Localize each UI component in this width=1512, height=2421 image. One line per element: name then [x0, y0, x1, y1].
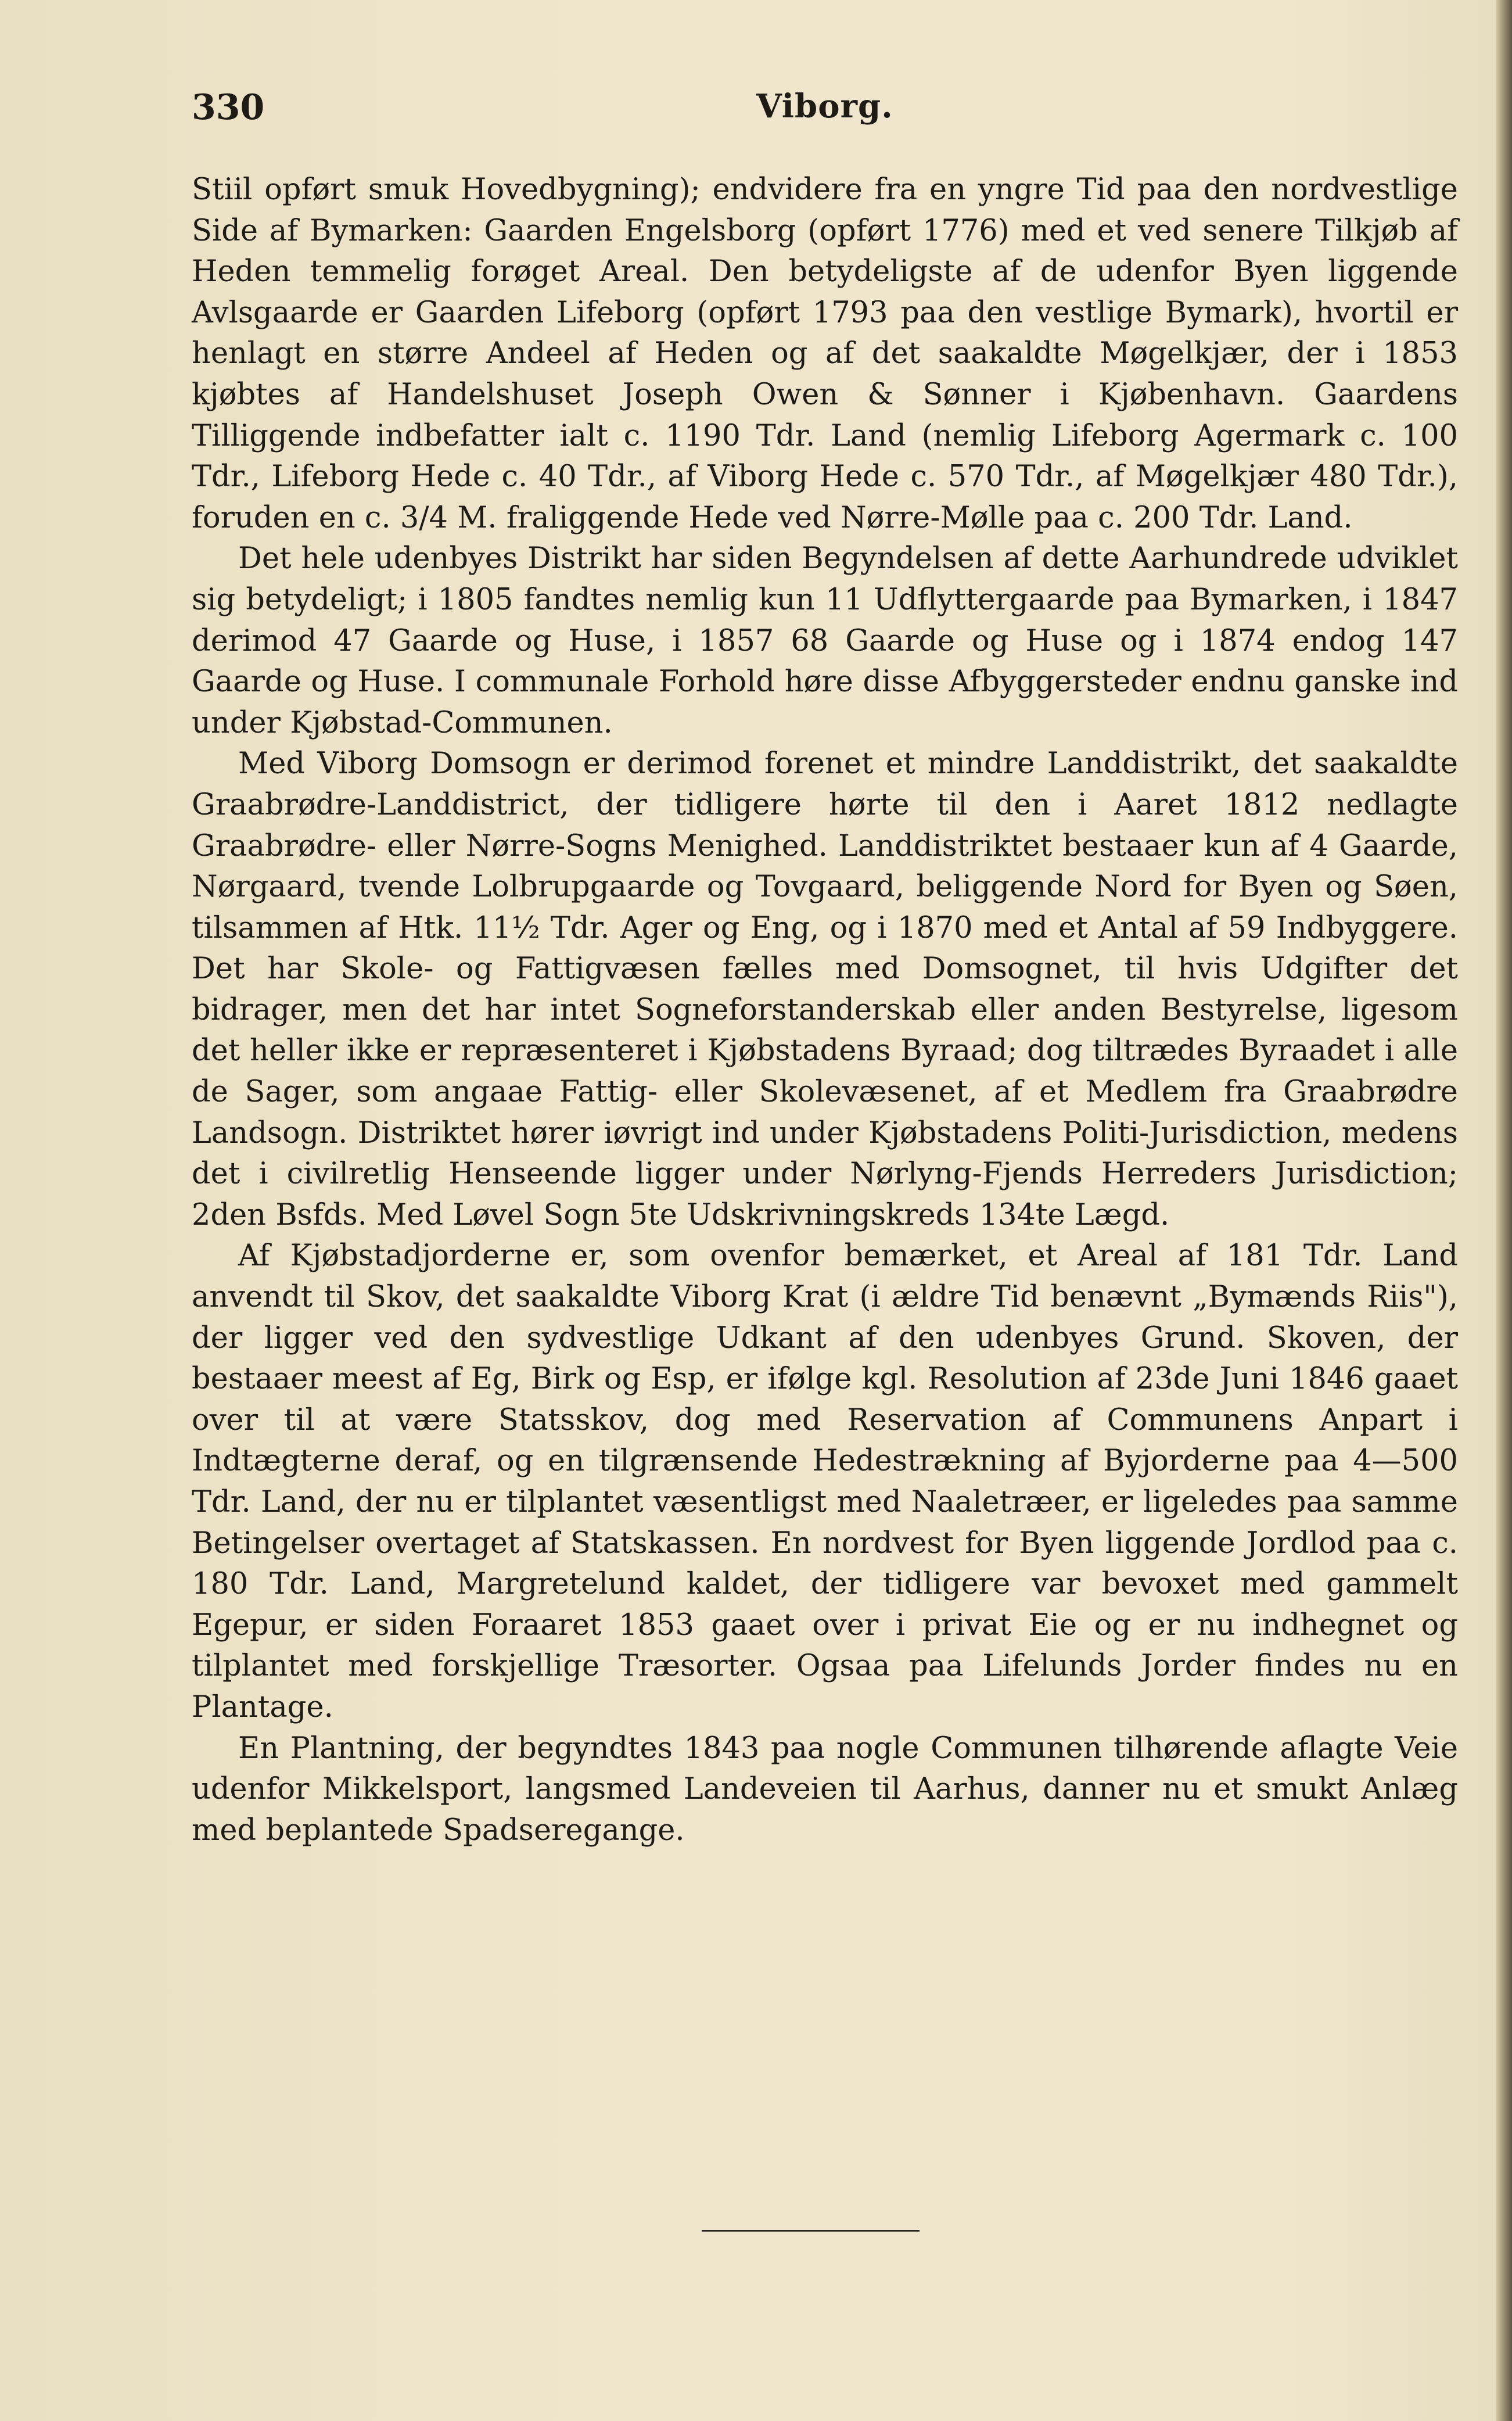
paragraph: Det hele udenbyes Distrikt har siden Begyndelsen af dette Aarhundrede udviklet sig betydeligt; i 1805 fandtes nemlig kun 11 Udflyttergaarde paa Bymarken, i 1847 derimod 47 Gaarde og Huse, i 1857 68 Gaarde og Huse og i 1874 endog 147 Gaarde og Huse. I communale Forhold høre disse Afbyggersteder endnu ganske ind under Kjøbstad-Communen.: [192, 541, 1458, 740]
paragraph: Af Kjøbstadjorderne er, som ovenfor bemærket, et Areal af 181 Tdr. Land anvendt til Skov, det saakaldte Viborg Krat (i ældre Tid benævnt „Bymænds Riis"), der ligger ved den sydvestlige Udkant af den udenbyes Grund. Skoven, der bestaaer meest af Eg, Birk og Esp, er ifølge kgl. Resolution af 23de Juni 1846 gaaet over til at være Statsskov, dog med Reservation af Communens Anpart i Indtægterne deraf, og en tilgrænsende Hedestrækning af Byjorderne paa 4—500 Tdr. Land, der nu er tilplantet væsentligst med Naaletræer, er ligeledes paa samme Betingelser overtaget af Statskassen. En nordvest for Byen liggende Jordlod paa c. 180 Tdr. Land, Margretelund kaldet, der tidligere var bevoxet med gammelt Egepur, er siden Foraaret 1853 gaaet over i privat Eie og er nu indhegnet og tilplantet med forskjellige Træsorter. Ogsaa paa Lifelunds Jorder findes nu en Plantage.: [192, 1239, 1458, 1724]
page-number: 330: [192, 87, 265, 128]
page-edge-shadow: [1496, 0, 1512, 2421]
running-title: Viborg.: [756, 87, 893, 125]
section-end-rule: [702, 2230, 920, 2232]
body-text: [192, 170, 1458, 1851]
paragraph: Stiil opført smuk Hovedbygning); endvidere fra en yngre Tid paa den nordvestlige Side af Bymarken: Gaarden Engelsborg (opført 1776) med et ved senere Tilkjøb af Heden temmelig forøget Areal. Den betydeligste af de udenfor Byen liggende Avlsgaarde er Gaarden Lifeborg (opført 1793 paa den vestlige Bymark), hvortil er henlagt en større Andeel af Heden og af det saakaldte Møgelkjær, der i 1853 kjøbtes af Handelshuset Joseph Owen & Sønner i Kjøbenhavn. Gaardens Tilliggende indbefatter ialt c. 1190 Tdr. Land (nemlig Lifeborg Agermark c. 100 Tdr., Lifeborg Hede c. 40 Tdr., af Viborg Hede c. 570 Tdr., af Møgelkjær 480 Tdr.), foruden en c. 3/4 M. fraliggende Hede ved Nørre-Mølle paa c. 200 Tdr. Land.: [192, 173, 1458, 535]
paragraph: Med Viborg Domsogn er derimod forenet et mindre Landdistrikt, det saakaldte Graabrødre-Landdistrict, der tidligere hørte til den i Aaret 1812 nedlagte Graabrødre- eller Nørre-Sogns Menighed. Landdistriktet bestaaer kun af 4 Gaarde, Nørgaard, tvende Lolbrupgaarde og Tovgaard, beliggende Nord for Byen og Søen, tilsammen af Htk. 11½ Tdr. Ager og Eng, og i 1870 med et Antal af 59 Indbyggere. Det har Skole- og Fattigvæsen fælles med Domsognet, til hvis Udgifter det bidrager, men det har intet Sogneforstanderskab eller anden Bestyrelse, ligesom det heller ikke er repræsenteret i Kjøbstadens Byraad; dog tiltrædes Byraadet i alle de Sager, som angaae Fattig- eller Skolevæsenet, af et Medlem fra Graabrødre Landsogn. Distriktet hører iøvrigt ind under Kjøbstadens Politi-Jurisdiction, medens det i civilretlig Henseende ligger under Nørlyng-Fjends Herreders Jurisdiction; 2den Bsfds. Med Løvel Sogn 5te Udskrivningskreds 134te Lægd.: [192, 747, 1458, 1232]
page-header: [192, 87, 1458, 139]
paragraph: En Plantning, der begyndtes 1843 paa nogle Communen tilhørende aflagte Veie udenfor Mikkelsport, langsmed Landeveien til Aarhus, danner nu et smukt Anlæg med beplantede Spadseregange.: [192, 1731, 1458, 1848]
